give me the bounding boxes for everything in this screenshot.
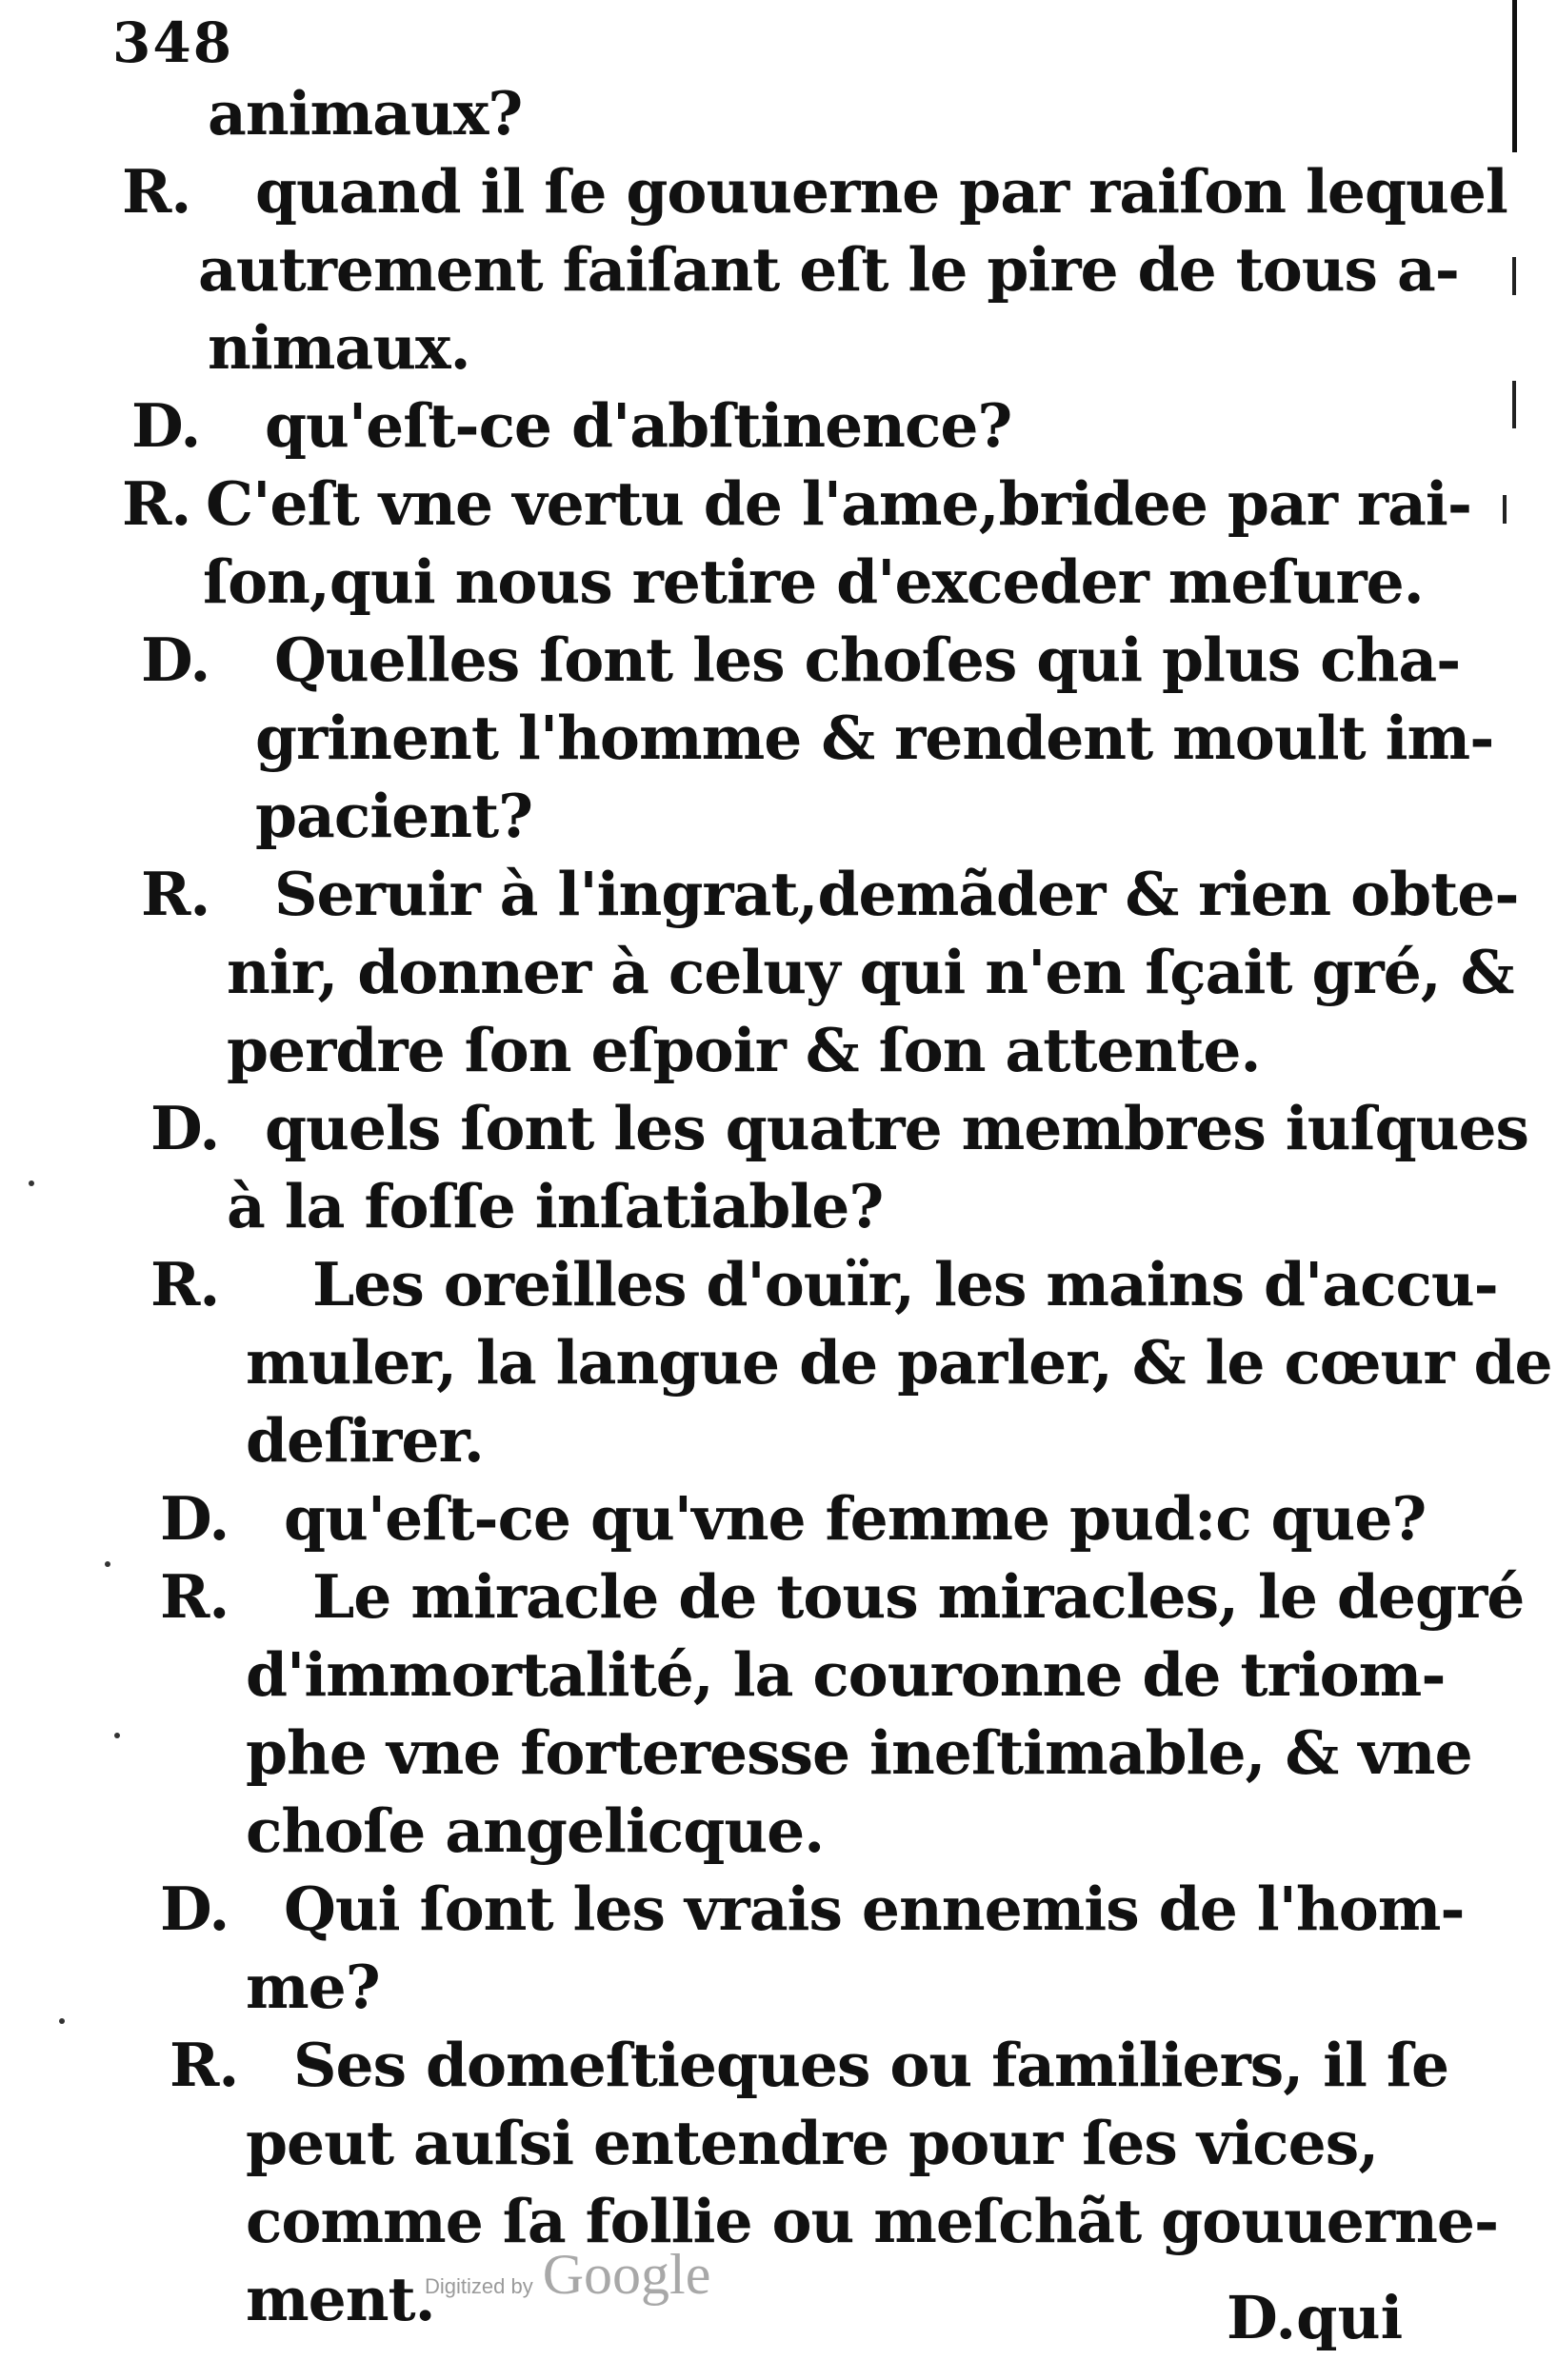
google-logo: Google: [542, 2243, 711, 2306]
speaker-label: R.: [122, 468, 191, 539]
edge-mark: [1512, 257, 1516, 295]
text-line: grinent l'homme & rendent moult im-: [255, 703, 1494, 773]
edge-mark: [1512, 381, 1516, 428]
dialogue-text: [122, 74, 1552, 2338]
scan-speck: [105, 1561, 110, 1567]
text-line: R. Seruir à l'ingrat,demãder & rien obte-: [122, 855, 1388, 933]
speaker-label: D.: [150, 1093, 220, 1163]
speaker-label: D.: [160, 1874, 230, 1944]
scan-speck: [29, 1180, 34, 1186]
text-line: R. Ses domeſtieques ou familiers, il ſe: [122, 2026, 1388, 2104]
text-line: d'immortalité, la couronne de triom-: [246, 1639, 1446, 1710]
catchword: D.qui: [1227, 2283, 1404, 2352]
page-edge-line: [1512, 0, 1517, 152]
text-line: phe vne forteresse ineſtimable, & vne: [246, 1717, 1472, 1788]
text-line: R. Le miracle de tous miracles, le degré: [122, 1557, 1388, 1636]
text-line: R. Les oreilles d'ouïr, les mains d'accu-: [122, 1245, 1388, 1323]
text-line: D. Quelles ſont les choſes qui plus cha-: [122, 621, 1388, 699]
text-line: autrement faiſant eſt le pire de tous a-: [198, 234, 1459, 305]
text-line: perdre ſon eſpoir & ſon attente.: [227, 1015, 1261, 1085]
text-line: D. qu'eſt-ce qu'vne femme pud:c que?: [122, 1479, 1388, 1557]
speaker-label: D.: [160, 1483, 230, 1554]
scan-speck: [59, 2018, 65, 2024]
speaker-label: R.: [160, 1561, 230, 1632]
text-line: deſirer.: [246, 1405, 484, 1476]
speaker-label: R.: [150, 1249, 220, 1319]
text-line: R. C'eſt vne vertu de l'ame,bridee par rai-: [122, 465, 1388, 543]
text-line: D. Qui ſont les vrais ennemis de l'hom-: [122, 1870, 1388, 1948]
text-line: animaux?: [208, 78, 523, 149]
text-line: nir, donner à celuy qui n'en ſçait gré, &: [227, 937, 1514, 1007]
text-line: D. quels ſont les quatre membres iuſques: [122, 1089, 1388, 1167]
speaker-label: R.: [141, 859, 210, 929]
edge-mark: [1503, 495, 1507, 524]
text-line: muler, la langue de parler, & le cœur de: [246, 1327, 1552, 1398]
text-line: à la foſſe inſatiable?: [227, 1171, 884, 1241]
text-line: choſe angelicque.: [246, 1795, 825, 1866]
text-line: R. quand il ſe gouuerne par raiſon lequel: [122, 152, 1388, 230]
text-line: pacient?: [255, 781, 533, 851]
scan-speck: [114, 1733, 120, 1738]
speaker-label: D.: [141, 625, 210, 695]
speaker-label: R.: [122, 156, 191, 227]
text-line: nimaux.: [208, 312, 470, 383]
text-line: comme ſa follie ou meſchãt gouuerne-: [246, 2186, 1499, 2256]
text-line: peut auſsi entendre pour ſes vices,: [246, 2108, 1379, 2178]
digitized-watermark: [425, 2242, 710, 2308]
text-line: D. qu'eſt-ce d'abſtinence?: [122, 387, 1388, 465]
page-number: 348: [112, 10, 234, 75]
speaker-label: D.: [131, 390, 201, 461]
watermark-caption: Digitized by: [425, 2274, 533, 2298]
text-line: ſon,qui nous retire d'exceder meſure.: [203, 546, 1424, 617]
text-line: ment.: [246, 2264, 435, 2334]
speaker-label: R.: [170, 2030, 239, 2100]
text-line: me?: [246, 1952, 380, 2022]
